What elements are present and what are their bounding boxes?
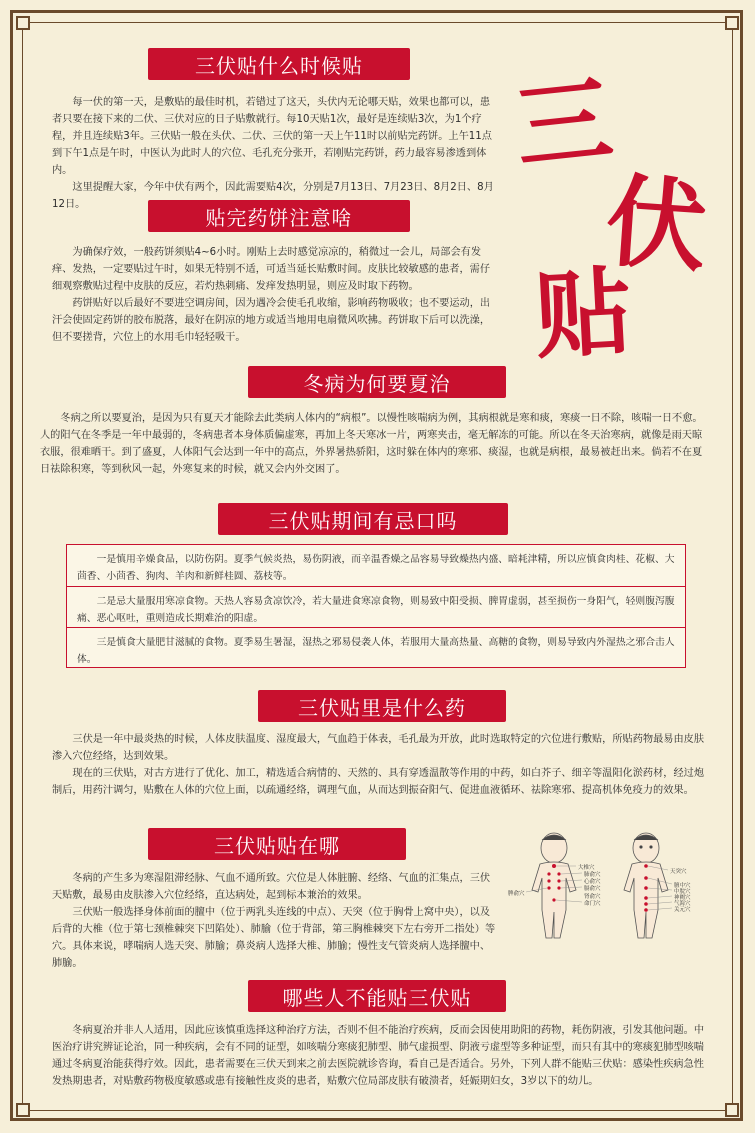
- acupoint-label: 心俞穴: [584, 879, 601, 885]
- acupoint-label: 膻中穴: [674, 883, 691, 889]
- paragraph: 三伏是一年中最炎热的时候，人体皮肤温度、湿度最大，气血趋于体表，毛孔最为开放，此时选取特定的穴位进行敷贴，所贴药物最易由皮肤渗入穴位经络，达到效果。: [52, 734, 705, 762]
- section-heading-where: [148, 828, 406, 860]
- section-heading-medicine: [258, 690, 506, 722]
- corner-ornament-tr: [725, 16, 739, 30]
- section-body-why: [40, 410, 712, 478]
- section-heading-who-not: [248, 980, 506, 1012]
- section-body-medicine: [52, 731, 712, 799]
- acupoint-label: 中脘穴: [674, 889, 691, 895]
- heading-text: 三伏贴什么时候贴: [195, 53, 363, 78]
- heading-text: 三伏贴贴在哪: [214, 833, 340, 858]
- title-char-2: 伏: [602, 161, 711, 287]
- section-body-when: [52, 94, 500, 213]
- section-heading-why: [248, 366, 506, 398]
- paragraph: 这里提醒大家，今年中伏有两个，因此需要贴4次，分别是7月13日、7月23日、8月2日、8月12日。: [52, 182, 494, 210]
- paragraph: 每一伏的第一天，是敷贴的最佳时机，若错过了这天，头伏内无论哪天贴，效果也都可以，患者只要在接下来的二伏、三伏对应的日子贴敷就行。每10天贴1次，最好是连续贴3次，为1个疗程，并且连续贴3年。三伏贴一般在头伏、二伏、三伏的第一天上午11时以前贴完药饼。上午11点到下午1点是午时，中医认为此时人的穴位、毛孔充分张开，若刚贴完药饼，药力最容易渗透到体内。: [52, 97, 492, 176]
- diet-item: 三是慎食大量肥甘滋腻的食物。夏季易生暑湿，湿热之邪易侵袭人体，若服用大量高热量、高糖的食物，则易导致内外湿热之邪合击人体。: [77, 637, 675, 665]
- section-body-where: [52, 870, 500, 972]
- acupoint-label: 肺俞穴: [584, 872, 601, 878]
- section-heading-when: [148, 48, 410, 80]
- acupoint-label: 气海穴: [674, 901, 691, 907]
- corner-ornament-tl: [16, 16, 30, 30]
- section-body-who-not: [52, 1022, 712, 1090]
- paragraph: 冬病夏治并非人人适用，因此应该慎重选择这种治疗方法，否则不但不能治疗疾病，反而会因使用助阳的药物，耗伤阴液，引发其他问题。中医治疗讲究辨证论治，同一种疾病，会有不同的证型，如咳喘分寒痰犯肺型、肺气虚损型、阴液亏虚型等多种证型，而只有其中的寒痰犯肺型咳喘通过冬病夏治能获得疗效。因此，患者需要在三伏天到来之前去医院就诊咨询，看自己是否适合。另外，下列人群不能贴三伏贴：感染性疾病急性发热期患者，对贴敷药物极度敏感或患有接触性皮炎的患者，贴敷穴位局部皮肤有破溃者，妊娠期妇女，3岁以下的幼儿。: [52, 1025, 705, 1087]
- paragraph: 药饼贴好以后最好不要进空调房间，因为遇冷会使毛孔收缩，影响药物吸收；也不要运动，出汗会使固定药饼的胶布脱落，最好在阴凉的地方或适当地用电扇微风吹拂。药饼取下后可以洗澡，但不要搓背，穴位上的水用毛巾轻轻吸干。: [52, 298, 491, 343]
- diet-row: [67, 628, 685, 668]
- title-char-1: 三: [510, 62, 618, 185]
- diet-row: [67, 545, 685, 585]
- title-char-3: 贴: [532, 254, 635, 373]
- diet-row: [67, 587, 685, 627]
- acupoint-label: 脾俞穴: [508, 891, 525, 897]
- heading-text: 三伏贴里是什么药: [298, 695, 466, 720]
- corner-ornament-bl: [16, 1103, 30, 1117]
- section-body-after: [52, 244, 500, 346]
- diet-item: 二是忌大量服用寒凉食物。天热人容易贪凉饮冷，若大量进食寒凉食物，则易致中阳受损、脾胃虚弱，甚至损伤一身阳气，轻则腹泻腹痛、恶心呕吐，重则造成长期难治的阳虚。: [77, 596, 675, 624]
- section-heading-after: [148, 200, 410, 232]
- paragraph: 冬病的产生多为寒湿阻滞经脉、气血不通所致。穴位是人体脏腑、经络、气血的汇集点，三伏天贴敷，最易由皮肤渗入穴位经络，直达病处，起到标本兼治的效果。: [52, 873, 491, 901]
- heading-text: 三伏贴期间有忌口吗: [268, 508, 458, 533]
- acupoint-label: 肾俞穴: [584, 894, 601, 900]
- paragraph: 冬病之所以要夏治，是因为只有夏天才能除去此类病人体内的“病根”。以慢性咳喘病为例，其病根就是寒和痰，寒痰一日不除，咳喘一日不愈。人的阳气在冬季是一年中最弱的，冬病患者本身体质偏虚寒，再加上冬天寒冰一片，两寒夹击，毫无解冻的可能。所以在冬天治寒病，就像是雨天晾衣服，很难晒干。到了盛夏，人体阳气会达到一年中的高点，外界暑热骄阳，这时躲在体内的寒邪、痰湿，也就是病根，最易被赶出来。倘若不在夏日祛除积寒，等到秋风一起，外寒复来的时候，就又会内外交困了。: [40, 413, 703, 475]
- heading-text: 贴完药饼注意啥: [205, 205, 353, 230]
- acupoint-figure: [496, 830, 710, 940]
- acupoint-label: 天突穴: [670, 869, 687, 875]
- paragraph: 现在的三伏贴，对古方进行了优化、加工，精选适合病情的、天然的、具有穿透温散等作用的中药，如白芥子、细辛等温阳化淤药材，经过炮制后，用药汁调匀，贴敷在人体的穴位上面，以疏通经络，调理气血，从而达到振奋阳气、促进血液循环、祛除寒邪、提高机体免疫力的效果。: [52, 768, 705, 796]
- heading-text: 冬病为何要夏治: [303, 371, 451, 396]
- corner-ornament-br: [725, 1103, 739, 1117]
- acupoint-label: 关元穴: [674, 907, 691, 913]
- paragraph: 为确保疗效，一般药饼须贴4~6小时。刚贴上去时感觉凉凉的，稍微过一会儿，局部会有发痒、发热，一定要贴过午时，如果无特别不适，可适当延长贴敷时间。皮肤比较敏感的患者，需仔细观察敷贴过程中皮肤的反应，若灼热刺痛、发痒发热明显，则应及时取下药物。: [52, 247, 491, 292]
- diet-item: 一是慎用辛燥食品，以防伤阴。夏季气候炎热，易伤阴液，而辛温香燥之品容易导致燥热内盛、暗耗津精，所以应慎食肉桂、花椒、大茴香、小茴香、狗肉、羊肉和新鲜桂圆、荔枝等。: [77, 554, 675, 582]
- acupoint-label: 命门穴: [584, 901, 601, 907]
- paragraph: 三伏贴一般选择身体前面的膻中（位于两乳头连线的中点）、天突（位于胸骨上窝中央），以及后背的大椎（位于第七颈椎棘突下凹陷处）、肺腧（位于背部，第三胸椎棘突下左右旁开二指处）等穴。具体来说，哮喘病人选天突、肺腧；鼻炎病人选择大椎、肺腧；慢性支气管炎病人选择膻中、肺腧。: [52, 907, 496, 969]
- heading-text: 哪些人不能贴三伏贴: [282, 985, 472, 1010]
- section-heading-diet: [218, 503, 508, 535]
- poster-title: [510, 48, 735, 373]
- acupoint-label: 膈俞穴: [584, 886, 601, 892]
- diet-table: [66, 544, 686, 668]
- acupoint-label: 神阙穴: [674, 895, 691, 901]
- acupoint-label: 大椎穴: [578, 865, 595, 871]
